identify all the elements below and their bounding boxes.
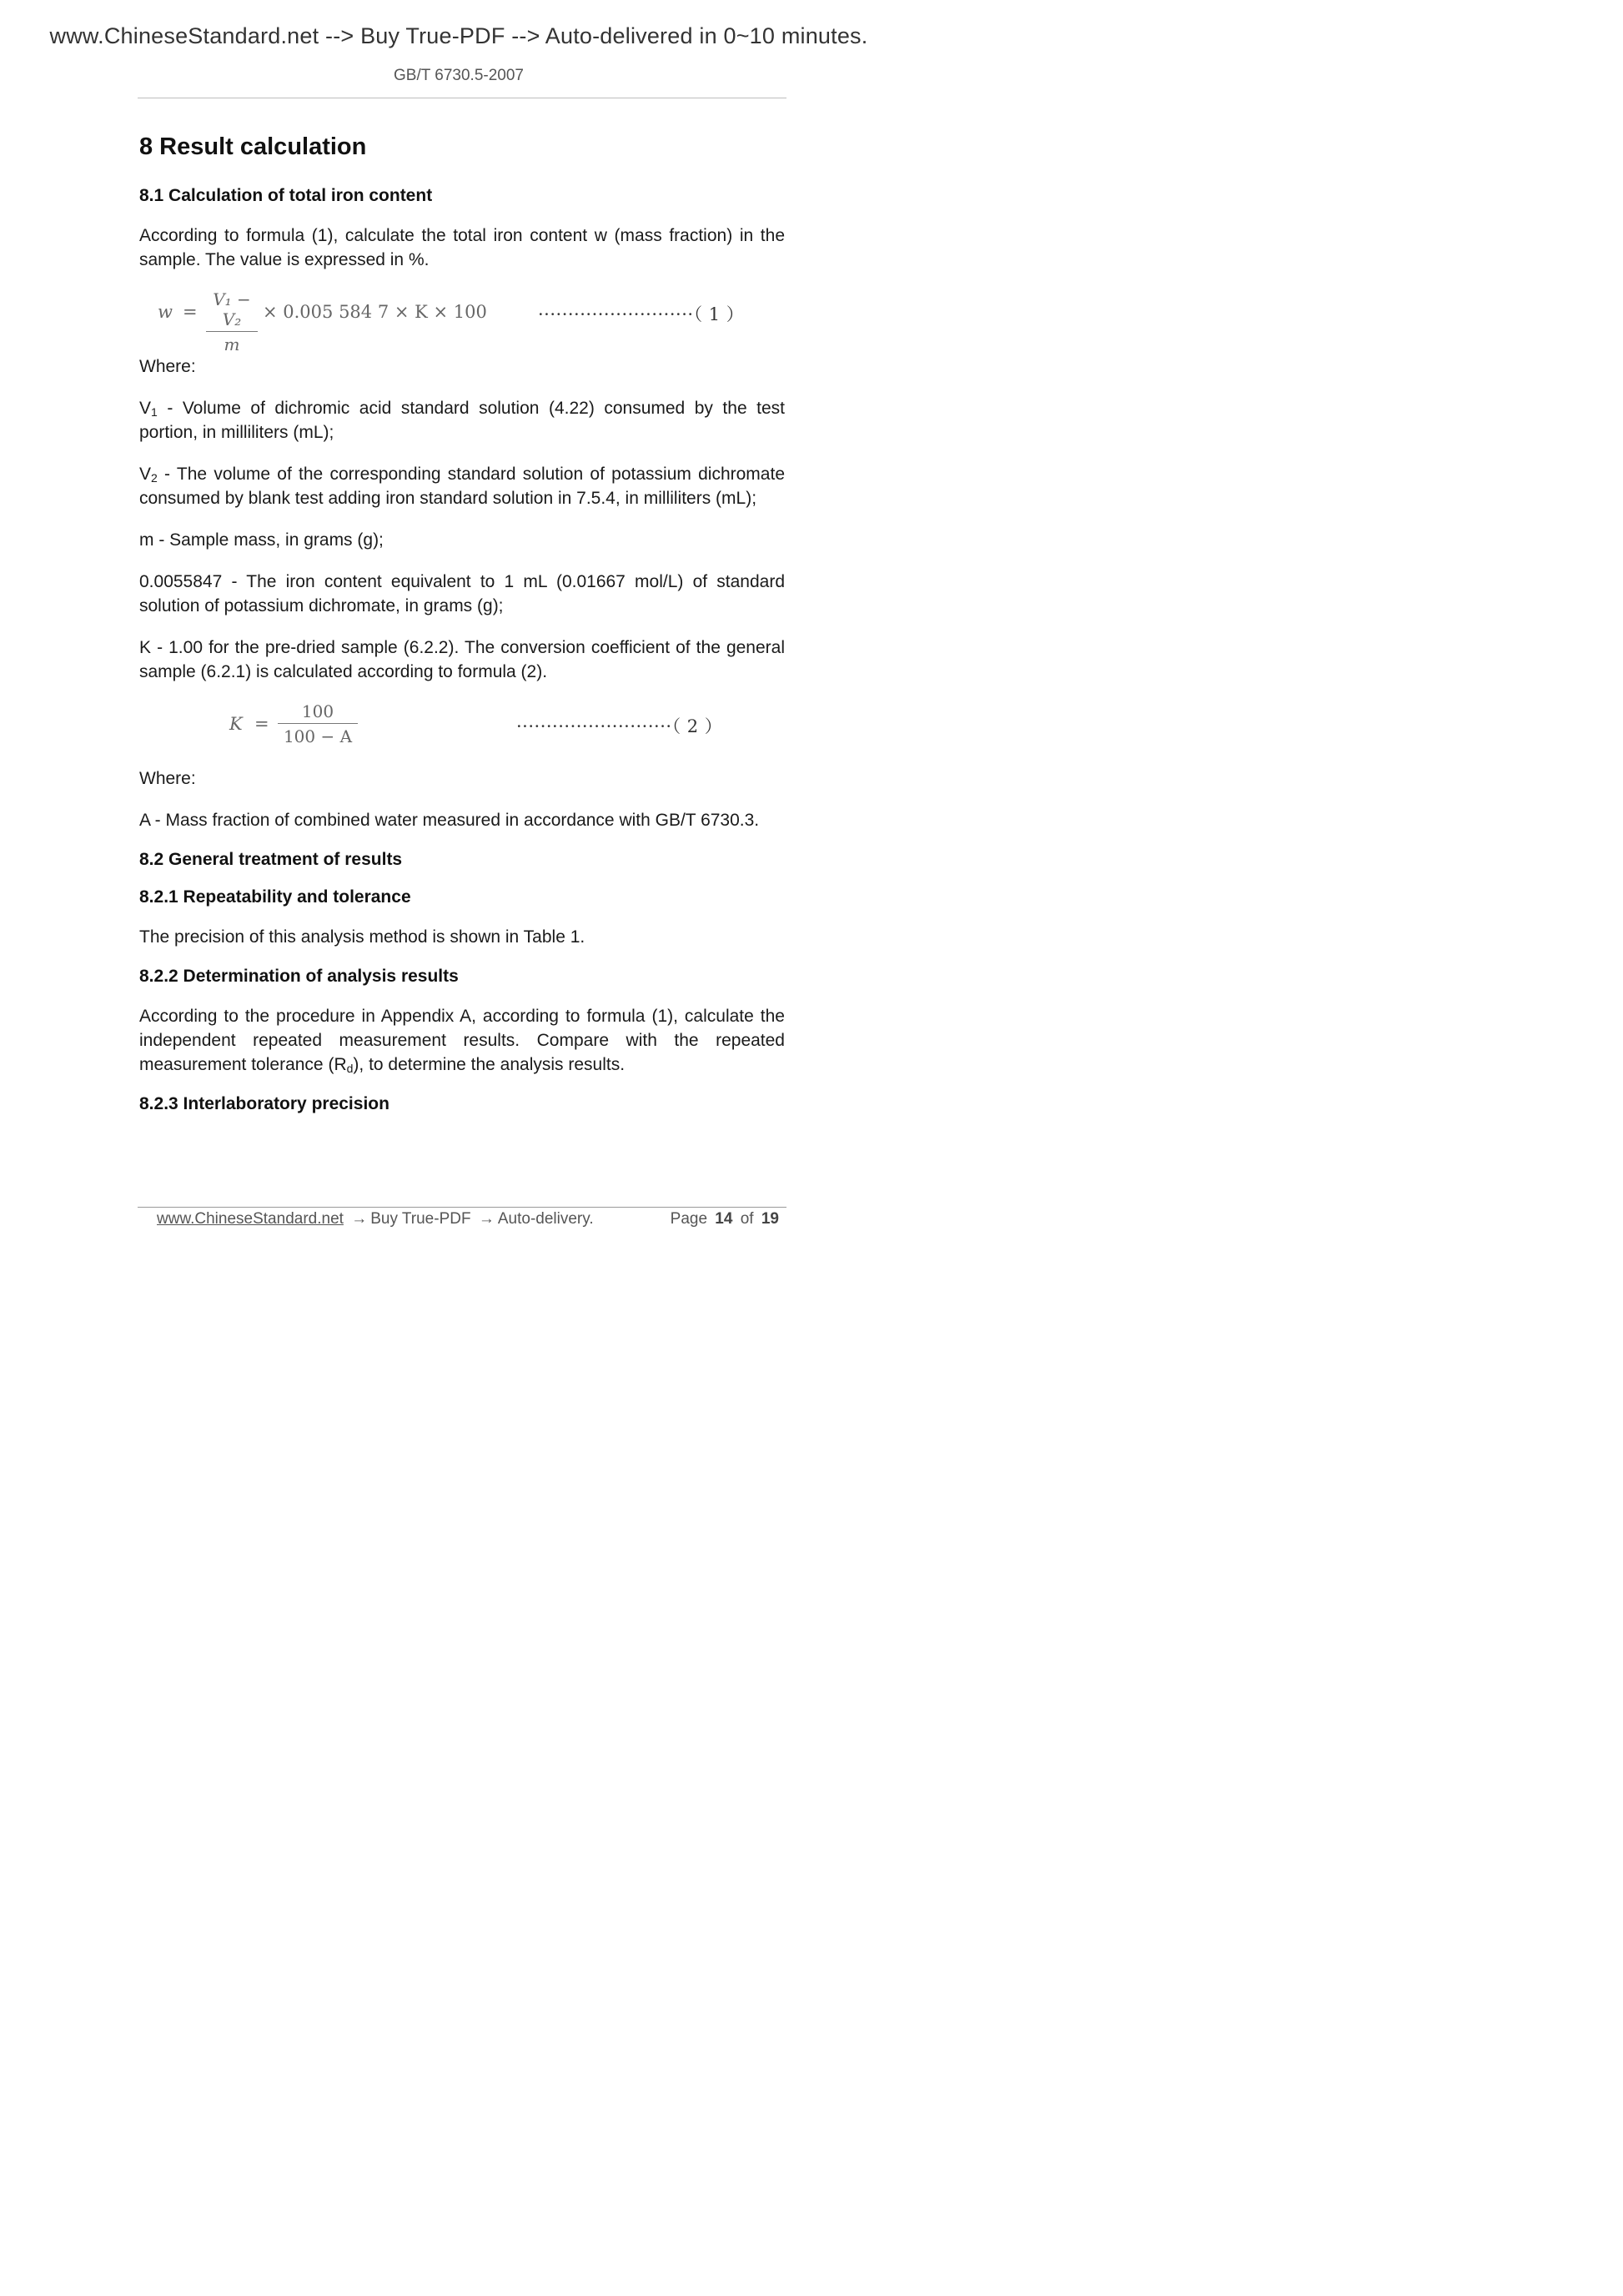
formula-1-numerator: V₁ − V₂ xyxy=(206,289,258,332)
paragraph-intro: According to formula (1), calculate the total iron content w (mass fraction) in the sample. The value is expressed in %. xyxy=(139,226,785,269)
formula-2-fraction xyxy=(278,701,358,746)
formula-2-denominator: 100 − A xyxy=(283,726,353,746)
formula-1-denominator: m xyxy=(224,334,240,354)
formula-2-leader: ··························（ 2 ） xyxy=(516,716,723,736)
subsection-title-8-2-1: 8.2.1 Repeatability and tolerance xyxy=(139,887,411,907)
total-pages: 19 xyxy=(761,1210,779,1228)
formula-1-equals: = xyxy=(183,302,198,322)
formula-2-number: （ 2 ） xyxy=(671,716,723,736)
formula-1-fraction xyxy=(206,289,258,354)
formula-1-multiplier: × 0.005 584 7 × K × 100 xyxy=(263,302,487,322)
page-content xyxy=(139,133,785,1132)
subsection-title-8-2-3: 8.2.3 Interlaboratory precision xyxy=(139,1094,389,1113)
of-word: of xyxy=(740,1210,754,1228)
page-indicator xyxy=(671,1210,782,1228)
definition-m: m - Sample mass, in grams (g); xyxy=(139,530,384,550)
footer xyxy=(157,1210,782,1235)
definition-v2 xyxy=(139,462,785,510)
v1-description: - Volume of dichromic acid standard solution (4.22) consumed by the test portion, in milliliters (mL); xyxy=(139,399,785,442)
v2-symbol: V xyxy=(139,465,152,484)
subsection-title-8-2: 8.2 General treatment of results xyxy=(139,850,403,869)
page-word: Page xyxy=(670,1210,708,1228)
definition-v1 xyxy=(139,396,785,445)
subsection-title-8-2-2: 8.2.2 Determination of analysis results xyxy=(139,967,459,986)
arrow-right-icon: → xyxy=(478,1210,495,1228)
v1-subscript: 1 xyxy=(151,405,158,419)
page-number: 14 xyxy=(715,1210,733,1228)
arrow-right-icon: → xyxy=(351,1210,368,1228)
formula-1-number: （ 1 ） xyxy=(693,304,745,324)
paragraph-8-2-2 xyxy=(139,1004,785,1077)
paragraph-8-2-2-part-a: According to the procedure in Appendix A, according to formula (1), calculate the independent repeated measurement results. Compare with the repeated measurement tolerance (R xyxy=(139,1007,785,1074)
formula-2-lhs: K xyxy=(229,714,243,734)
definition-k: K - 1.00 for the pre-dried sample (6.2.2). The conversion coefficient of the general sample (6.2.1) is calculated according to formula (2). xyxy=(139,638,785,681)
formula-1-lhs: w xyxy=(158,302,173,322)
paragraph-8-2-1: The precision of this analysis method is shown in Table 1. xyxy=(139,927,585,947)
definition-coefficient: 0.0055847 - The iron content equivalent to 1 mL (0.01667 mol/L) of standard solution of potassium dichromate, in grams (g); xyxy=(139,572,785,615)
formula-1-leader: ··························（ 1 ） xyxy=(538,304,745,324)
formula-2-numerator: 100 xyxy=(278,701,358,724)
footer-buy-text: Buy True-PDF xyxy=(370,1210,471,1228)
v2-subscript: 2 xyxy=(151,471,158,485)
paragraph-8-2-2-part-b: ), to determine the analysis results. xyxy=(353,1055,626,1074)
footer-delivery-text: Auto-delivery. xyxy=(497,1210,594,1228)
top-banner: www.ChineseStandard.net --> Buy True-PDF --> Auto-delivered in 0~10 minutes. xyxy=(49,23,868,48)
formula-2 xyxy=(139,701,785,751)
section-title: 8 Result calculation xyxy=(139,133,367,160)
standard-code: GB/T 6730.5-2007 xyxy=(394,67,524,84)
formula-2-equals: = xyxy=(254,714,269,734)
v2-description: - The volume of the corresponding standard solution of potassium dichromate consumed by blank test adding iron standard solution in 7.5.4, in milliliters (mL); xyxy=(139,465,785,508)
footer-divider xyxy=(138,1207,786,1208)
v1-symbol: V xyxy=(139,399,152,418)
definition-a: A - Mass fraction of combined water measured in accordance with GB/T 6730.3. xyxy=(139,811,760,830)
footer-website-link[interactable]: www.ChineseStandard.net xyxy=(157,1210,344,1228)
where-label: Where: xyxy=(139,357,196,376)
rd-subscript: d xyxy=(346,1062,354,1075)
where-label-2: Where: xyxy=(139,769,196,788)
subsection-title-8-1: 8.1 Calculation of total iron content xyxy=(139,186,433,205)
formula-1 xyxy=(139,289,785,354)
